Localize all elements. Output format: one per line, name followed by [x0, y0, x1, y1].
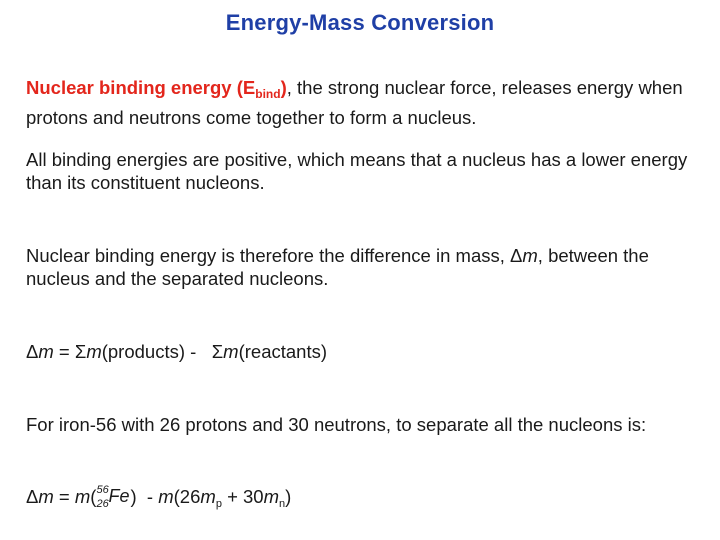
paragraph-positive-energies: All binding energies are positive, which means that a nucleus has a lower energy than its constituent nucleons. [26, 149, 688, 193]
paragraph-mass-difference: Nuclear binding energy is therefore the difference in mass, Δm, between the nucleus and the separated nucleons. [26, 245, 649, 289]
paragraph-iron-56: For iron-56 with 26 protons and 30 neutrons, to separate all the nucleons is: [26, 414, 647, 435]
paragraph-binding-energy-definition [26, 76, 706, 129]
subscript-proton: p [215, 498, 222, 510]
iron-56-nuclide-symbol: 56 26 Fe [96, 484, 130, 510]
page-title: Energy-Mass Conversion [225, 10, 495, 35]
subscript-neutron: n [279, 498, 286, 510]
definition-text: , the strong nuclear force, releases energy when protons and neutrons come together to form a nucleus. [26, 77, 683, 128]
term-nuclear-binding-energy: Nuclear binding energy $(E_{bind})$ [26, 77, 287, 101]
equation-iron-56: Δm = m( 56 26 Fe ) - $m(26m_p + 30m_n)$ [26, 484, 292, 510]
subscript-bind: bind [255, 87, 281, 101]
equation-mass-difference: Δm = Σm(products) - Σm(reactants) [26, 341, 328, 362]
